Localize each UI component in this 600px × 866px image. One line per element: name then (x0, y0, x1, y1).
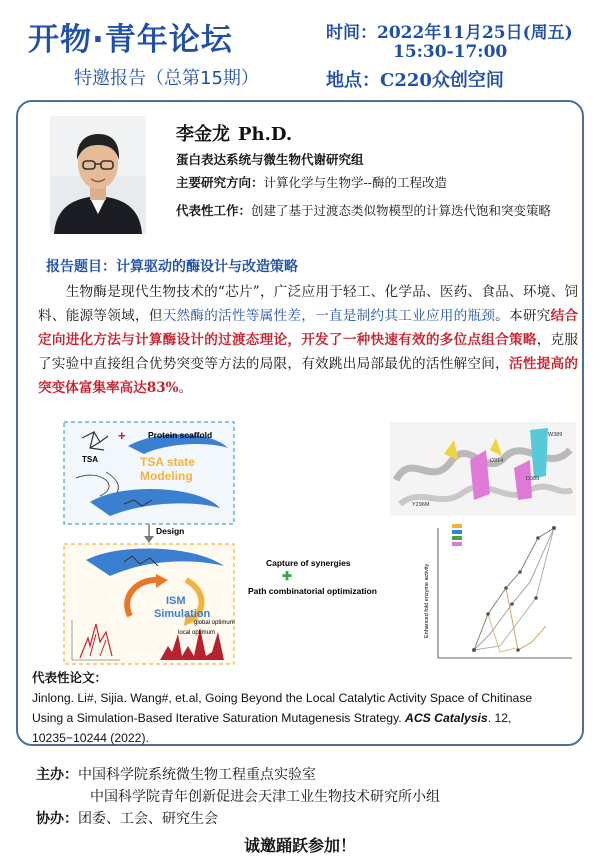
talk-title: 报告题目：计算驱动的酶设计与改造策略 (46, 259, 298, 275)
citation-journal: ACS Catalysis (405, 711, 488, 725)
citation-line-2-text: Using a Simulation-Based Iterative Saturation Mutagenesis Strategy. (32, 711, 406, 725)
abstract-highlight-red-1: 结合定向进化方法与计算酶设计的过渡态理论，开发了一种快速有效的多位点组合策略 (38, 308, 579, 348)
speaker-photo (50, 116, 146, 234)
tsa-label: TSA (82, 455, 98, 464)
svg-text:W389: W389 (548, 432, 563, 438)
time-row (326, 18, 573, 43)
citation-line-2 (32, 708, 572, 728)
research-direction (176, 172, 576, 194)
ism-label-1: ISM (166, 595, 186, 607)
abstract-part-5: ，克服了实验中直接组合优势突变等方法的局限，有效跳出局部最优的活性解空间， (38, 332, 579, 372)
speaker-name (176, 120, 292, 146)
date-value: 2022年11月25日(周五) (377, 23, 573, 43)
abstract-part-1: 生物酶是现代生物技术的“芯片”，广泛应用于轻工、化学品、医药、食品、环境、饲料、能源等领域，但 (38, 284, 579, 324)
time-label: 时间： (326, 23, 377, 43)
forum-brand-title: 开物·青年论坛 (28, 22, 233, 58)
svg-text:Y296M: Y296M (412, 502, 430, 508)
co-organizer-row (36, 808, 218, 828)
method-figure (60, 420, 578, 668)
svg-text:✚: ✚ (282, 569, 293, 583)
ism-simulation-panel (64, 544, 235, 664)
host-2: 中国科学院青年创新促进会天津工业生物技术研究所小组 (90, 789, 440, 805)
tsa-modeling-label-2: Modeling (140, 469, 193, 483)
activity-path-chart (420, 520, 576, 666)
talk-abstract (38, 280, 578, 400)
local-optimum-label: local optimum (178, 630, 216, 636)
talk-card (16, 100, 584, 746)
host-1: 中国科学院系统微生物工程重点实验室 (78, 767, 316, 783)
svg-text:D314: D314 (490, 458, 504, 464)
abstract-part-7: 。 (178, 380, 193, 396)
ism-label-2: Simulation (154, 608, 211, 620)
capture-synergies-label: Capture of synergies (266, 558, 351, 568)
citation-volume: . 12, (487, 711, 512, 725)
abstract-highlight-red-2: 活性提高的突变体富集率高达83% (38, 356, 579, 396)
abstract-highlight-blue: 天然酶的活性等属性差，一直是制约其工业应用的瓶颈 (162, 308, 496, 324)
abstract-part-3: 。本研究 (495, 308, 551, 324)
svg-text:D389: D389 (526, 476, 540, 482)
research-direction-label: 主要研究方向： (176, 175, 264, 190)
citation-line-1: Jinlong. Li#, Sijia. Wang#, et.al, Going Beyond the Local Catalytic Activity Space of Chitinase (32, 691, 533, 705)
research-group: 蛋白表达系统与微生物代谢研究组 (176, 152, 364, 167)
invitation-text: 诚邀踊跃参加！ (243, 836, 356, 855)
path-optimization-label: Path combinatorial optimization (248, 586, 377, 596)
protein-structure-image (390, 422, 576, 516)
svg-text:+: + (118, 428, 126, 443)
speaker-name-text: 李金龙 (176, 124, 230, 145)
global-optimum-label: global optimum (194, 620, 235, 626)
tsa-modeling-label-1: TSA state (140, 455, 195, 469)
co-organizer-label: 协办： (36, 811, 78, 827)
design-label: Design (156, 526, 185, 536)
citation-line-3: 10235−10244 (2022). (32, 731, 149, 745)
forum-subtitle: 特邀报告（总第15期） (74, 68, 259, 89)
co-organizer-value: 团委、工会、研究生会 (78, 811, 218, 827)
activity-y-axis-label: Enhanced fold enzyme activity (424, 563, 430, 638)
representative-work-value: 创建了基于过渡态类似物模型的计算迭代饱和突变策略 (251, 203, 552, 218)
place-row (326, 66, 504, 92)
research-direction-value: 计算化学与生物学--酶的工程改造 (263, 175, 447, 190)
time-value: 15:30-17:00 (393, 42, 508, 62)
representative-work-label: 代表性工作： (176, 203, 252, 218)
place-value: C220众创空间 (380, 70, 504, 91)
protein-scaffold-label: Protein scaffold (148, 430, 213, 440)
representative-work (176, 200, 576, 222)
tsa-modeling-panel (64, 422, 234, 524)
place-label: 地点： (326, 70, 380, 91)
host-row (36, 764, 316, 784)
representative-paper-citation (32, 688, 572, 748)
representative-paper-label: 代表性论文： (32, 670, 108, 685)
speaker-degree: Ph.D. (238, 124, 293, 145)
host-label: 主办： (36, 767, 78, 783)
